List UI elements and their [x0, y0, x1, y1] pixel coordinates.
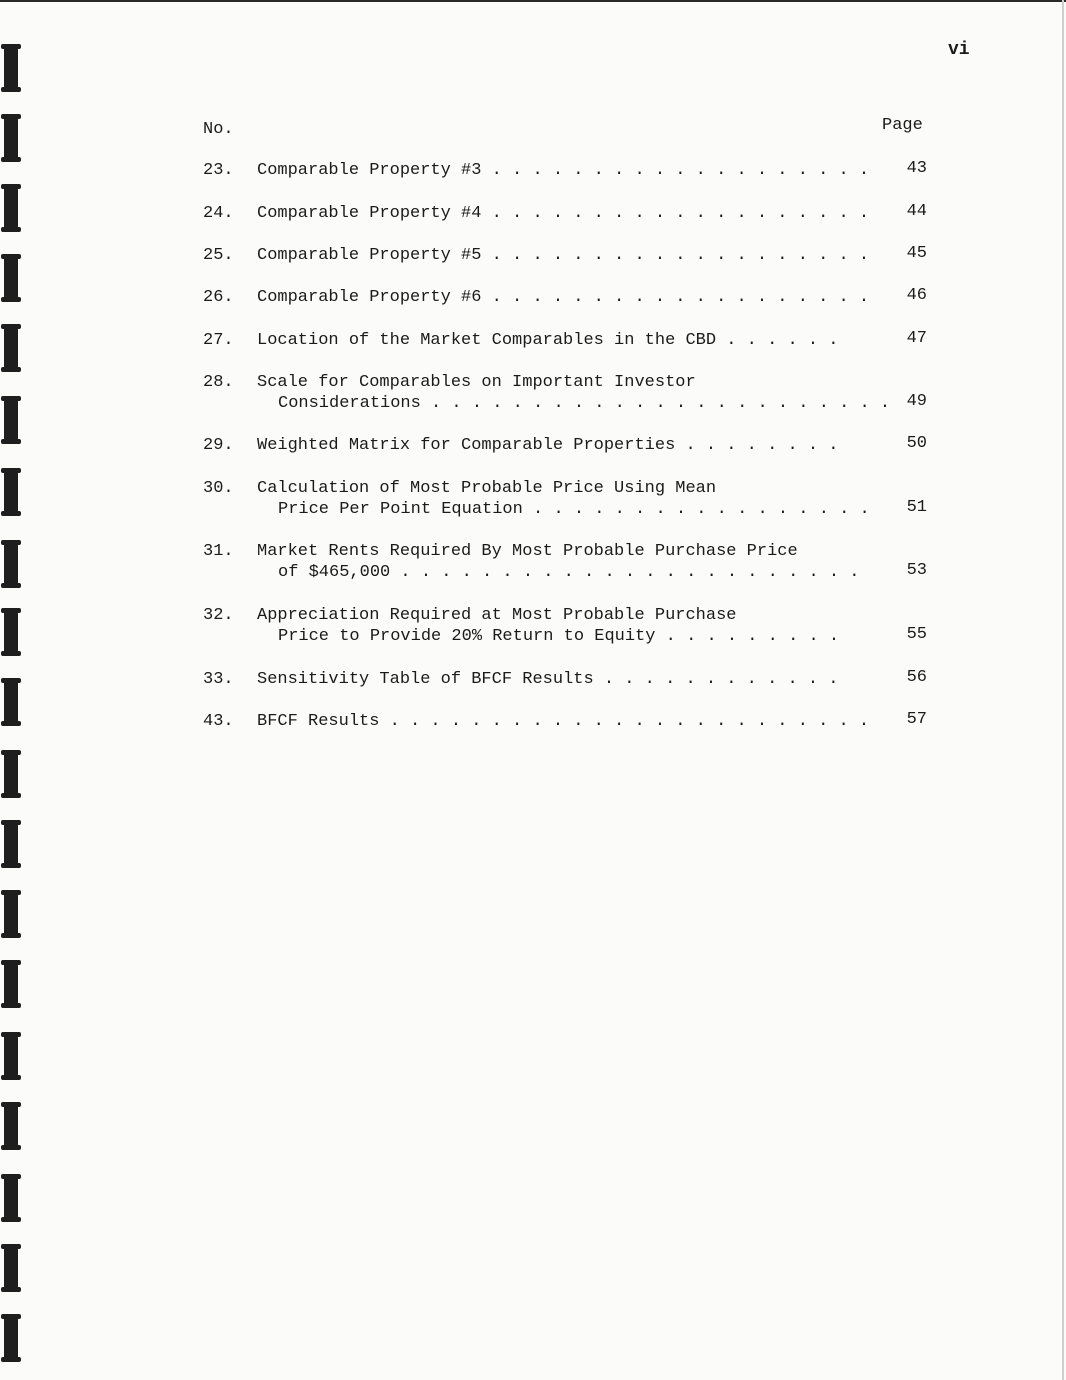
- entry-number: 30.: [203, 479, 234, 498]
- entry-page: 51: [906, 498, 927, 517]
- punch-hole: [4, 256, 18, 300]
- entry-number: 29.: [203, 436, 234, 455]
- punch-hole: [4, 1246, 18, 1290]
- entry-number: 26.: [203, 288, 234, 307]
- entry-page: 53: [906, 561, 927, 580]
- entry-title-continued: Price Per Point Equation . . . . . . . . . . . . . . . . .: [278, 500, 870, 519]
- entry-title: Scale for Comparables on Important Investor: [257, 373, 696, 392]
- entry-title: Appreciation Required at Most Probable Purchase: [257, 606, 737, 625]
- entry-page: 55: [906, 625, 927, 644]
- entry-number: 43.: [203, 712, 234, 731]
- entry-number: 25.: [203, 246, 234, 265]
- entry-page: 45: [906, 244, 927, 263]
- punch-hole: [4, 962, 18, 1006]
- entry-title-continued: Considerations . . . . . . . . . . . . . . . . . . . . . . .: [278, 394, 891, 413]
- entry-title: Comparable Property #4 . . . . . . . . . . . . . . . . . . .: [257, 204, 870, 223]
- entry-title: Calculation of Most Probable Price Using Mean: [257, 479, 717, 498]
- entry-page: 46: [906, 286, 927, 305]
- entry-page: 49: [906, 392, 927, 411]
- punch-hole: [4, 186, 18, 230]
- entry-page: 50: [906, 434, 927, 453]
- punch-hole: [4, 1316, 18, 1360]
- entry-page: 57: [906, 710, 927, 729]
- entry-number: 31.: [203, 542, 234, 561]
- entry-number: 33.: [203, 670, 234, 689]
- punch-hole: [4, 822, 18, 866]
- entry-title: Comparable Property #5 . . . . . . . . . . . . . . . . . . .: [257, 246, 870, 265]
- entry-number: 32.: [203, 606, 234, 625]
- entry-title-continued: of $465,000 . . . . . . . . . . . . . . . . . . . . . . .: [278, 563, 860, 582]
- punch-hole: [4, 680, 18, 724]
- punch-hole: [4, 46, 18, 90]
- punch-hole: [4, 470, 18, 514]
- page-top-edge: [0, 0, 1066, 2]
- punch-hole: [4, 116, 18, 160]
- entry-title: Weighted Matrix for Comparable Properties . . . . . . . .: [257, 436, 839, 455]
- header-no: No.: [203, 120, 234, 139]
- entry-number: 23.: [203, 161, 234, 180]
- punch-hole: [4, 610, 18, 654]
- punch-hole: [4, 398, 18, 442]
- entry-title: BFCF Results . . . . . . . . . . . . . . . . . . . . . . . .: [257, 712, 870, 731]
- page-right-edge: [1062, 0, 1064, 1380]
- punch-hole: [4, 326, 18, 370]
- punch-hole: [4, 892, 18, 936]
- entry-page: 44: [906, 202, 927, 221]
- entry-title-continued: Price to Provide 20% Return to Equity . . . . . . . . .: [278, 627, 840, 646]
- entry-title: Sensitivity Table of BFCF Results . . . . . . . . . . . .: [257, 670, 839, 689]
- entry-title: Comparable Property #3 . . . . . . . . . . . . . . . . . . .: [257, 161, 870, 180]
- punch-hole: [4, 1104, 18, 1148]
- punch-hole: [4, 1176, 18, 1220]
- entry-number: 28.: [203, 373, 234, 392]
- page-label: vi: [948, 40, 970, 60]
- punch-hole: [4, 752, 18, 796]
- entry-page: 56: [906, 668, 927, 687]
- header-page: Page: [882, 116, 923, 135]
- entry-number: 24.: [203, 204, 234, 223]
- entry-page: 47: [906, 329, 927, 348]
- entry-title: Comparable Property #6 . . . . . . . . . . . . . . . . . . .: [257, 288, 870, 307]
- entry-title: Location of the Market Comparables in the CBD . . . . . .: [257, 331, 839, 350]
- punch-hole: [4, 542, 18, 586]
- entry-page: 43: [906, 159, 927, 178]
- punch-hole: [4, 1034, 18, 1078]
- entry-number: 27.: [203, 331, 234, 350]
- entry-title: Market Rents Required By Most Probable Purchase Price: [257, 542, 798, 561]
